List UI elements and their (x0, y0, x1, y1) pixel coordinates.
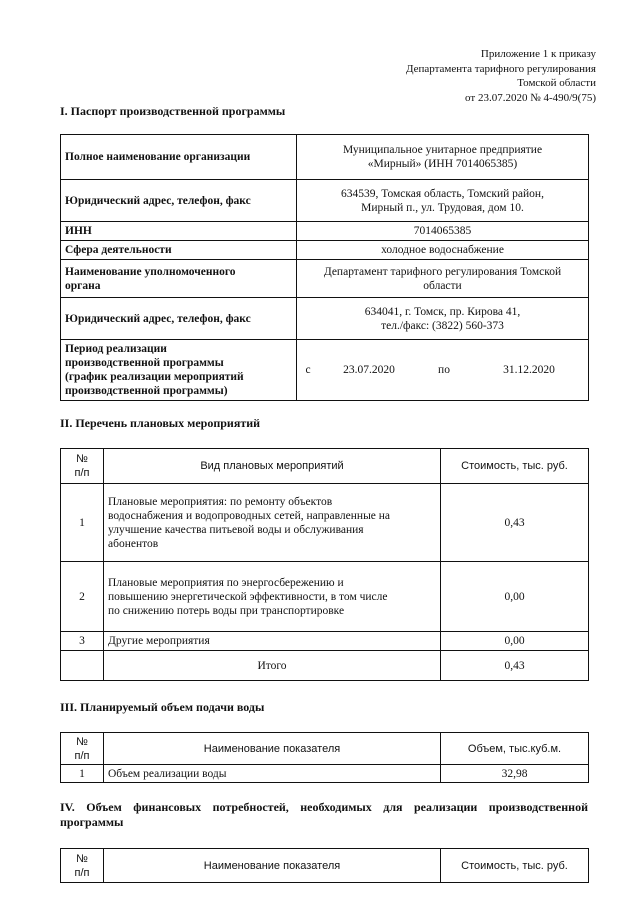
period-to-label: по (438, 364, 450, 376)
header-name: Наименование показателя (104, 733, 441, 765)
table-header-row (61, 449, 589, 484)
header-line: Департамента тарифного регулирования (405, 62, 596, 75)
row-label (61, 340, 297, 401)
name-line: повышению энергетической эффективности, в том числе (108, 590, 388, 603)
period-from-date: 23.07.2020 (343, 364, 395, 376)
row-volume: 32,98 (441, 765, 589, 783)
row-name: Объем реализации воды (104, 765, 441, 783)
section-2-title: II. Перечень плановых мероприятий (60, 416, 261, 430)
row-num: 2 (61, 562, 104, 632)
header-line: Приложение 1 к приказу (480, 48, 596, 60)
row-label (61, 260, 297, 298)
row-label: Юридический адрес, телефон, факс (61, 298, 297, 340)
total-empty (61, 651, 104, 681)
row-num: 1 (61, 765, 104, 783)
row-cost: 0,00 (441, 562, 589, 632)
label-line: производственной программы) (65, 385, 228, 397)
table-total-row (61, 651, 589, 681)
name-line: улучшение качества питьевой воды и обслуживания (108, 523, 364, 536)
financial-needs-table (60, 848, 589, 883)
label-line: Период реализации (65, 343, 167, 355)
row-value (297, 260, 589, 298)
value-line: Муниципальное унитарное предприятие (342, 144, 543, 156)
name-line: по снижению потерь воды при транспортировке (108, 604, 345, 617)
passport-table (60, 134, 589, 401)
row-label: Полное наименование организации (61, 135, 297, 180)
header-line: Томской области (517, 77, 596, 89)
row-name: Другие мероприятия (104, 632, 441, 651)
header-num (61, 849, 104, 883)
row-value: 7014065385 (297, 222, 589, 241)
header-line: п/п (74, 749, 90, 762)
title-line: программы (60, 815, 124, 829)
name-line: Плановые мероприятия: по ремонту объектов (108, 495, 333, 508)
header-line: № (76, 735, 88, 748)
total-value: 0,43 (441, 651, 589, 681)
value-line: тел./факс: (3822) 560-373 (381, 319, 504, 332)
table-row (61, 260, 589, 298)
table-row (61, 340, 589, 401)
header-volume: Объем, тыс.куб.м. (441, 733, 589, 765)
table-row (61, 241, 589, 260)
row-name (104, 562, 441, 632)
header-line: п/п (74, 467, 90, 479)
total-label: Итого (104, 651, 441, 681)
value-line: Департамент тарифного регулирования Томской (323, 265, 562, 278)
period-value (297, 340, 589, 401)
table-row (61, 484, 589, 562)
row-label: Юридический адрес, телефон, факс (61, 180, 297, 222)
header-line: от 23.07.2020 № 4-490/9(75) (465, 91, 596, 104)
row-value (297, 298, 589, 340)
section-1-title: I. Паспорт производственной программы (60, 104, 286, 118)
row-value: холодное водоснабжение (297, 241, 589, 260)
water-volume-table (60, 732, 589, 783)
row-label: Сфера деятельности (61, 241, 297, 260)
table-header-row (61, 849, 589, 883)
header-name: Наименование показателя (104, 849, 441, 883)
row-num: 3 (61, 632, 104, 651)
header-cost: Стоимость, тыс. руб. (441, 449, 589, 484)
header-line: № (76, 453, 88, 465)
appendix-header (406, 47, 596, 105)
row-label: ИНН (61, 222, 297, 241)
value-line: 634539, Томская область, Томский район, (341, 187, 544, 200)
period-to-date: 31.12.2020 (503, 364, 555, 376)
value-line: Мирный п., ул. Трудовая, дом 10. (361, 201, 524, 214)
section-4-title (60, 800, 588, 830)
name-line: Плановые мероприятия по энергосбережению и (108, 576, 344, 589)
name-line: абонентов (108, 537, 159, 550)
measures-table (60, 448, 589, 681)
header-line: п/п (74, 866, 90, 879)
table-row (61, 632, 589, 651)
label-line: Наименование уполномоченного (65, 265, 236, 278)
period-from-label: с (305, 364, 311, 376)
row-cost: 0,43 (441, 484, 589, 562)
table-row (61, 765, 589, 783)
table-row (61, 298, 589, 340)
title-line: IV. Объем финансовых потребностей, необходимых для реализации производственной (60, 800, 588, 814)
value-line: 634041, г. Томск, пр. Кирова 41, (364, 305, 521, 318)
header-num (61, 733, 104, 765)
label-line: производственной программы (65, 357, 224, 369)
table-row (61, 222, 589, 241)
row-value (297, 180, 589, 222)
value-line: «Мирный» (ИНН 7014065385) (367, 158, 518, 170)
table-row (61, 562, 589, 632)
header-line: № (76, 852, 88, 865)
row-value (297, 135, 589, 180)
header-num (61, 449, 104, 484)
value-line: области (423, 279, 462, 292)
label-line: (график реализации мероприятий (65, 371, 244, 383)
header-name: Вид плановых мероприятий (104, 449, 441, 484)
section-3-title: III. Планируемый объем подачи воды (60, 700, 265, 714)
row-name (104, 484, 441, 562)
table-row (61, 135, 589, 180)
header-cost: Стоимость, тыс. руб. (441, 849, 589, 883)
row-num: 1 (61, 484, 104, 562)
row-cost: 0,00 (441, 632, 589, 651)
table-row (61, 180, 589, 222)
table-header-row (61, 733, 589, 765)
label-line: органа (65, 279, 101, 292)
period-grid (297, 363, 589, 377)
name-line: водоснабжения и водопроводных сетей, направленные на (108, 509, 391, 522)
